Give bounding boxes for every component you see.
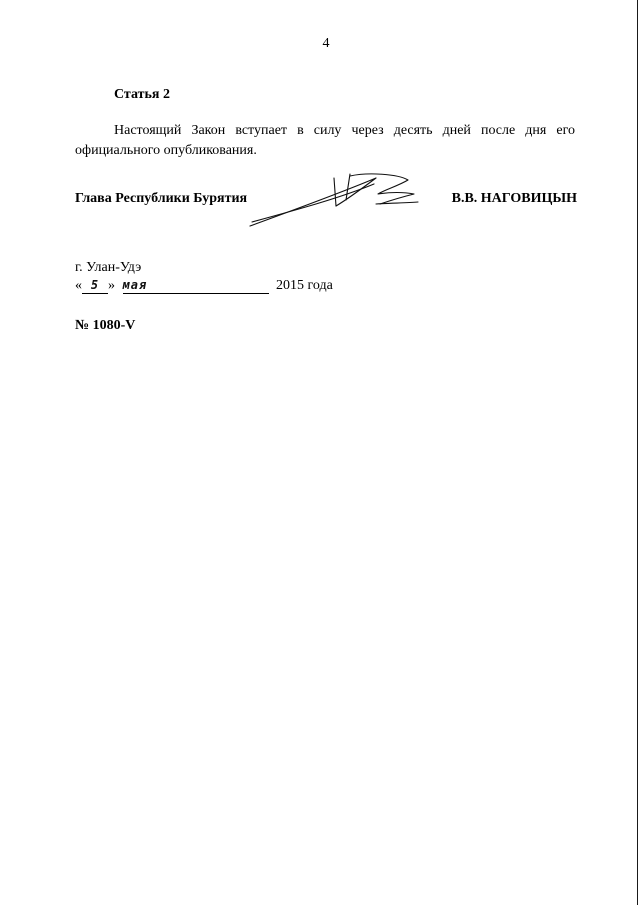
date-close-quote: » xyxy=(108,278,115,293)
city-of-signing: г. Улан-Удэ xyxy=(75,260,142,275)
date-day-field xyxy=(82,278,108,294)
page-number: 4 xyxy=(322,36,330,51)
date-line xyxy=(75,278,333,294)
article-body-text: Настоящий Закон вступает в силу через десять дней после дня его официального опубликования. xyxy=(75,123,575,158)
date-open-quote: « xyxy=(75,278,82,293)
date-month: мая xyxy=(122,278,148,292)
article-title: Статья 2 xyxy=(114,87,170,102)
date-day: 5 xyxy=(90,278,100,292)
document-number: № 1080-V xyxy=(75,318,136,333)
date-year: 2015 года xyxy=(276,278,333,293)
article-body xyxy=(75,121,575,161)
handwritten-signature xyxy=(248,170,428,230)
signer-title: Глава Республики Бурятия xyxy=(75,191,248,206)
date-month-field xyxy=(123,278,269,294)
signer-name: В.В. НАГОВИЦЫН xyxy=(451,191,577,206)
